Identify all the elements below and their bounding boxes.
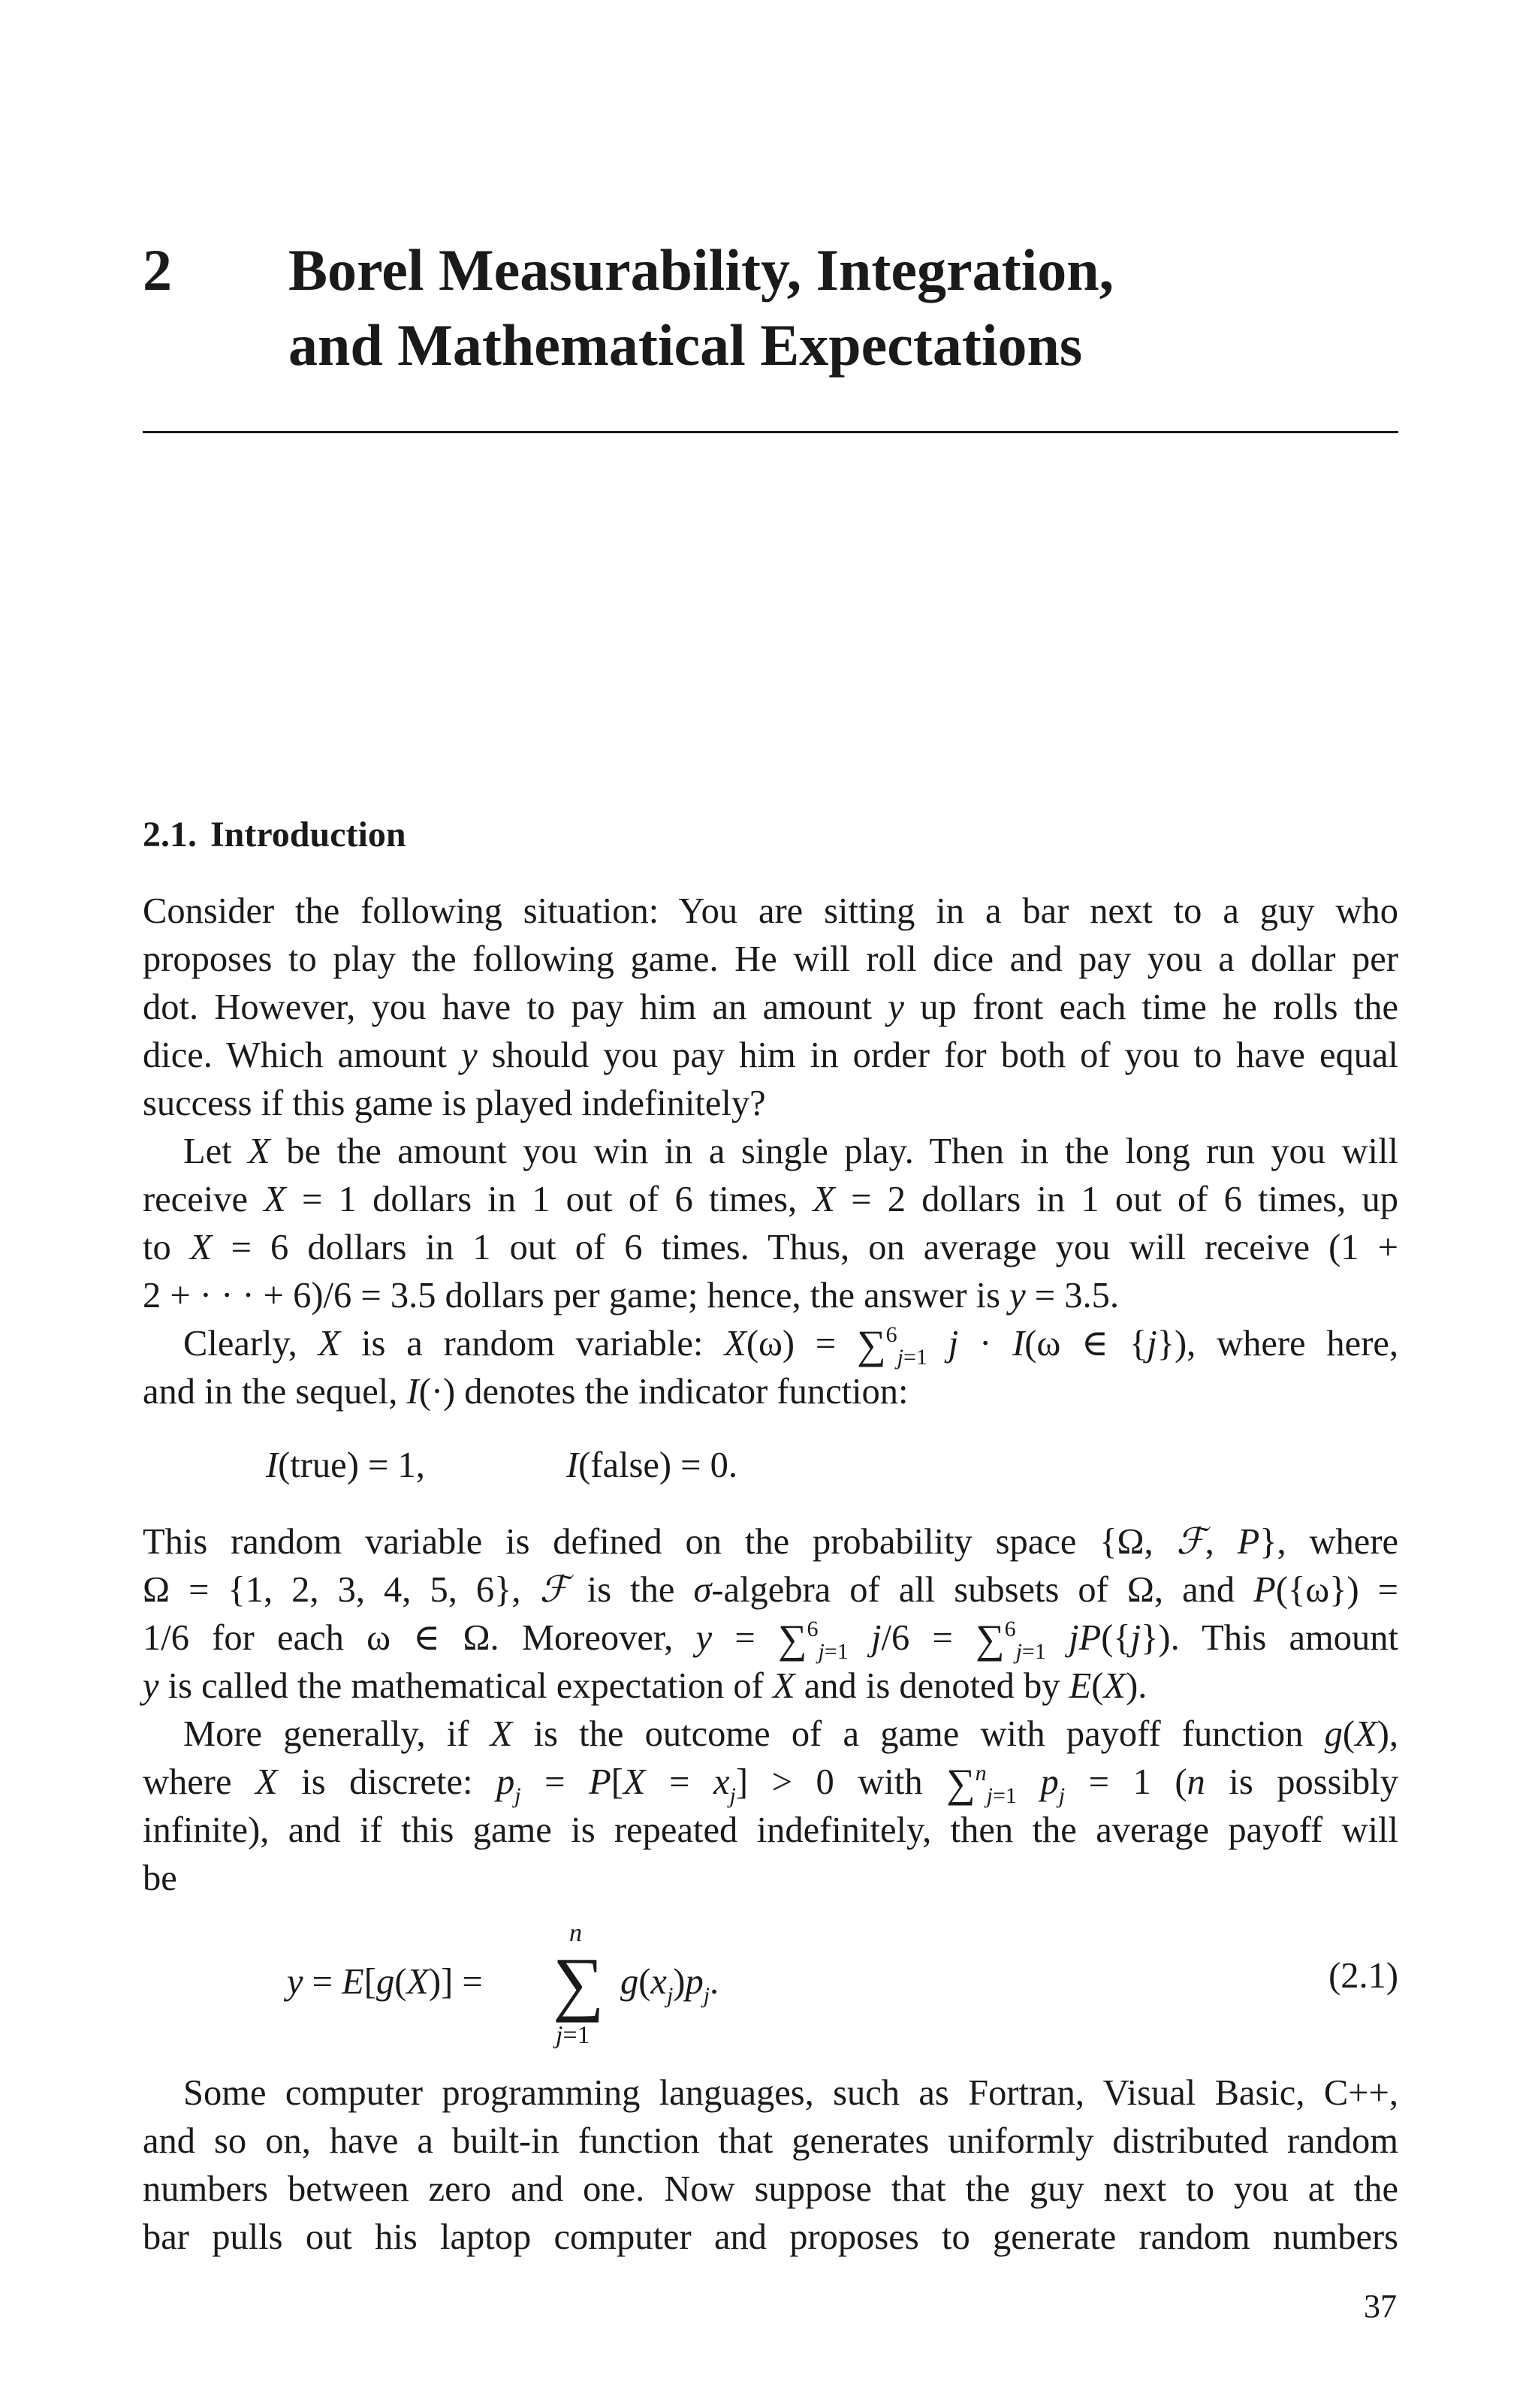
text-line: infinite), and if this game is repeated indefinitely, then the average payoff will: [143, 1810, 1398, 1850]
text-line: More generally, if X is the outcome of a game with payoff function g(X),: [183, 1714, 1398, 1754]
text-line: Let X be the amount you win in a single play. Then in the long run you will: [183, 1132, 1398, 1171]
indicator-false: I(false) = 0.: [566, 1445, 737, 1485]
equation-number: (2.1): [1328, 1956, 1398, 1996]
text-line: 1/6 for each ω ∈ Ω. Moreover, y = ∑$^6_{j=1}$ j/6 = ∑$^6_{j=1}$ jP({j}). This amount: [143, 1617, 1399, 1664]
text-line: This random variable is defined on the probability space {Ω, ℱ, P}, where: [143, 1522, 1398, 1562]
chapter-number: 2: [143, 237, 172, 303]
chapter-title-line-2: and Mathematical Expectations: [288, 312, 1083, 378]
text-line: to X = 6 dollars in 1 out of 6 times. Thus, on average you will receive (1 +: [143, 1228, 1398, 1267]
sum-upper-limit: n: [569, 1919, 582, 1947]
text-line: Some computer programming languages, such as Fortran, Visual Basic, C++,: [183, 2073, 1398, 2113]
text-line: and in the sequel, I(·) denotes the indicator function:: [143, 1372, 909, 1412]
page-number: 37: [1364, 2288, 1397, 2325]
text-line: Consider the following situation: You are sitting in a bar next to a guy who: [143, 891, 1398, 931]
text-line: y is called the mathematical expectation of X and is denoted by E(X).: [143, 1666, 1147, 1706]
text-line: receive X = 1 dollars in 1 out of 6 times, X = 2 dollars in 1 out of 6 times, up: [143, 1180, 1399, 1219]
text-line: dot. However, you have to pay him an amount y up front each time he rolls the: [143, 987, 1398, 1027]
section-title: Introduction: [210, 815, 406, 854]
section-number: 2.1.: [143, 815, 197, 854]
indicator-true: I(true) = 1,: [266, 1445, 425, 1485]
chapter-title: [288, 233, 1114, 383]
text-line: numbers between zero and one. Now suppose that the guy next to you at the: [143, 2169, 1398, 2209]
text-line: and so on, have a built-in function that generates uniformly distributed random: [143, 2121, 1398, 2161]
text-line: Ω = {1, 2, 3, 4, 5, 6}, ℱ is the σ-algebra of all subsets of Ω, and P({ω}) =: [143, 1570, 1398, 1610]
text-line: dice. Which amount y should you pay him in order for both of you to have equal: [143, 1035, 1398, 1075]
summation-sign: ∑: [553, 1942, 605, 2023]
text-line: proposes to play the following game. He will roll dice and pay you a dollar per: [143, 939, 1398, 979]
text-line: success if this game is played indefinitely?: [143, 1083, 766, 1123]
equation-rhs: $g(x_j)p_j$.: [620, 1962, 719, 2008]
text-line: be: [143, 1858, 177, 1898]
sum-lower-limit: j=1: [556, 2021, 590, 2049]
text-line: bar pulls out his laptop computer and proposes to generate random numbers: [143, 2217, 1398, 2257]
chapter-rule: [143, 431, 1398, 433]
text-line: where X is discrete: $p_j = P[X = x_j] > 0$ with ∑$^n_{j=1}$ $p_j = 1$ (n is possibly: [143, 1761, 1398, 1808]
equation-lhs: y = E[g(X)] =: [287, 1962, 483, 2002]
text-line: Clearly, X is a random variable: X(ω) = ∑$^6_{j=1}$ j · I(ω ∈ {j}), where here,: [183, 1322, 1399, 1370]
chapter-title-line-1: Borel Measurability, Integration,: [288, 237, 1114, 303]
text-line: 2 + · · · + 6)/6 = 3.5 dollars per game; hence, the answer is y = 3.5.: [143, 1276, 1119, 1316]
section-heading: [143, 812, 406, 857]
